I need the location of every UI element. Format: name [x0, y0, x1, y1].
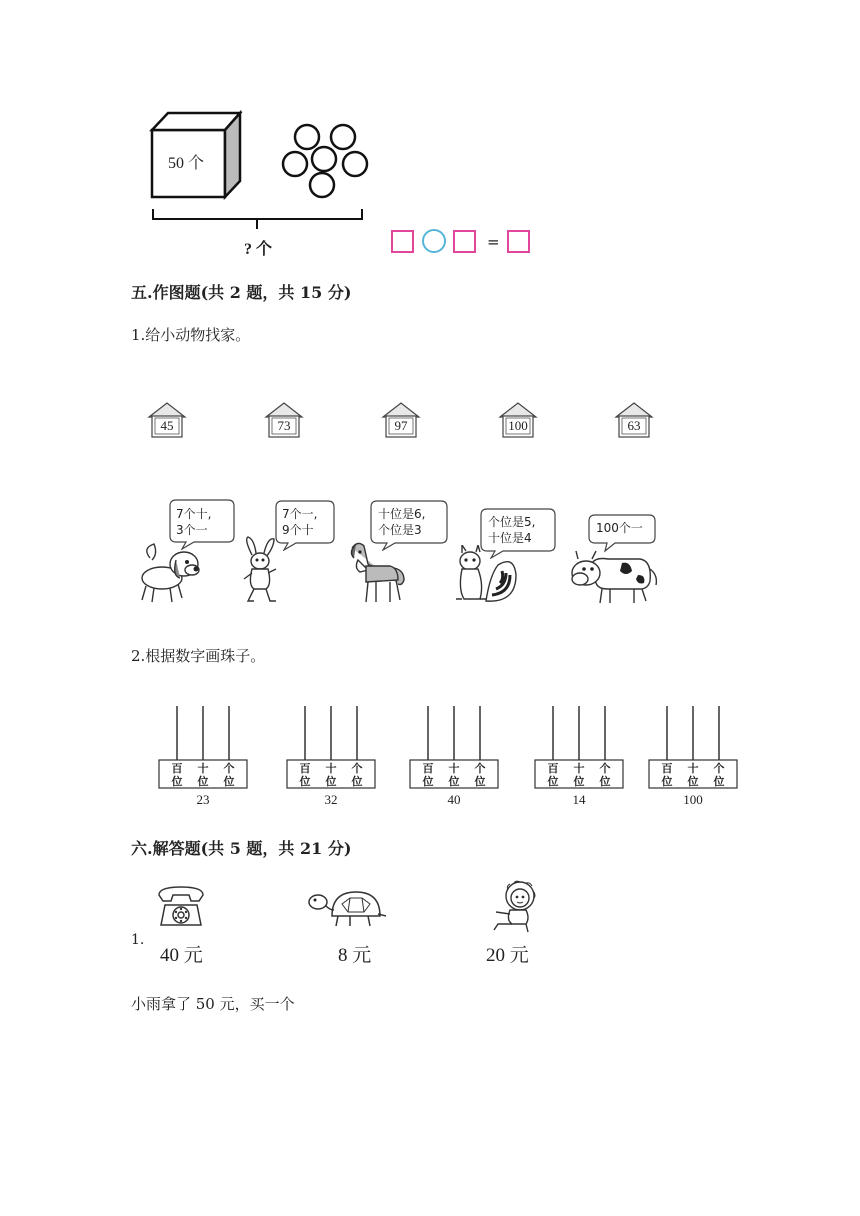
section6-q1-number: 1. — [131, 932, 145, 948]
answer-box — [392, 231, 413, 252]
house — [147, 400, 187, 438]
tens-label-bottom: 位 — [687, 775, 699, 788]
dog-icon — [132, 540, 212, 606]
tens-label-bottom: 位 — [448, 775, 460, 788]
house-number: 100 — [508, 418, 528, 433]
equals-sign: = — [487, 233, 500, 251]
ones-label-bottom: 位 — [351, 775, 363, 788]
ones-label-bottom: 位 — [713, 775, 725, 788]
brace — [153, 209, 362, 229]
abacus-number: 40 — [447, 792, 461, 807]
section5-heading: 五.作图题(共 2 题，共 15 分) — [131, 283, 352, 302]
ones-label-top: 个 — [223, 762, 235, 775]
house — [264, 400, 304, 438]
cow-bubble-line1: 100个一 — [596, 521, 643, 535]
tens-label-bottom: 位 — [197, 775, 209, 788]
house — [614, 400, 654, 438]
house-number: 73 — [277, 418, 291, 433]
rabbit-bubble-line2: 9个十 — [282, 523, 314, 537]
circle — [295, 125, 319, 149]
horse-bubble-line1: 十位是6, — [378, 507, 426, 521]
house-number: 97 — [394, 418, 408, 433]
ones-label-top: 个 — [713, 762, 725, 775]
house — [498, 400, 538, 438]
equation — [392, 230, 529, 252]
house — [381, 400, 421, 438]
hundreds-label-top: 百 — [661, 762, 673, 775]
hundreds-label-bottom: 位 — [299, 775, 311, 788]
circle — [310, 173, 334, 197]
tens-label-top: 十 — [687, 762, 699, 775]
horse-icon — [344, 538, 410, 606]
hundreds-label-top: 百 — [171, 762, 183, 775]
squirrel-icon — [450, 545, 522, 607]
ones-label-top: 个 — [474, 762, 486, 775]
abacus — [286, 705, 376, 815]
ones-label-top: 个 — [351, 762, 363, 775]
squirrel-bubble-line2: 十位是4 — [488, 531, 532, 545]
tens-label-bottom: 位 — [325, 775, 337, 788]
operator-circle — [423, 230, 445, 252]
dog-bubble-line1: 7个十, — [176, 507, 212, 521]
section5-q2-text: 2.根据数字画珠子。 — [131, 647, 266, 665]
house-number: 63 — [627, 418, 641, 433]
horse-bubble-line2: 个位是3 — [378, 523, 422, 537]
doll-icon — [484, 880, 544, 934]
hundreds-label-bottom: 位 — [661, 775, 673, 788]
abacus-number: 32 — [324, 792, 338, 807]
ones-label-bottom: 位 — [474, 775, 486, 788]
rabbit-icon — [238, 535, 284, 607]
answer-box — [454, 231, 475, 252]
abacus — [648, 705, 738, 815]
hundreds-label-bottom: 位 — [547, 775, 559, 788]
hundreds-label-bottom: 位 — [171, 775, 183, 788]
abacus — [409, 705, 499, 815]
tens-label-top: 十 — [448, 762, 460, 775]
abacus-number: 100 — [683, 792, 703, 807]
hundreds-label-top: 百 — [299, 762, 311, 775]
tens-label-top: 十 — [573, 762, 585, 775]
section6-q1-text: 小雨拿了 50 元，买一个 — [131, 995, 295, 1013]
house-number: 45 — [160, 418, 174, 433]
dog-bubble-line2: 3个一 — [176, 523, 208, 537]
section5-q1-text: 1.给小动物找家。 — [131, 326, 251, 344]
telephone-icon — [155, 885, 207, 929]
abacus-number: 14 — [572, 792, 586, 807]
abacus — [534, 705, 624, 815]
turtle-price: 8 元 — [338, 945, 372, 966]
doll-price: 20 元 — [486, 945, 529, 966]
rabbit-bubble-line1: 7个一, — [282, 507, 318, 521]
ones-label-top: 个 — [599, 762, 611, 775]
circles-group — [283, 125, 367, 197]
answer-box — [508, 231, 529, 252]
cow-icon — [568, 545, 660, 607]
house-row — [0, 400, 860, 440]
circle — [312, 147, 336, 171]
ones-label-bottom: 位 — [223, 775, 235, 788]
circle — [283, 152, 307, 176]
hundreds-label-top: 百 — [547, 762, 559, 775]
brace-label: ? 个 — [244, 241, 273, 258]
abacus-number: 23 — [196, 792, 210, 807]
squirrel-bubble-line1: 个位是5, — [488, 515, 536, 529]
tens-label-top: 十 — [197, 762, 209, 775]
tens-label-top: 十 — [325, 762, 337, 775]
turtle-icon — [306, 886, 388, 930]
cube-label: 50 个 — [168, 155, 205, 172]
telephone-price: 40 元 — [160, 945, 203, 966]
circle — [331, 125, 355, 149]
cube-and-circles-figure — [140, 105, 540, 265]
ones-label-bottom: 位 — [599, 775, 611, 788]
tens-label-bottom: 位 — [573, 775, 585, 788]
circle — [343, 152, 367, 176]
abacus — [158, 705, 248, 815]
hundreds-label-top: 百 — [422, 762, 434, 775]
hundreds-label-bottom: 位 — [422, 775, 434, 788]
section6-heading: 六.解答题(共 5 题，共 21 分) — [131, 839, 352, 858]
